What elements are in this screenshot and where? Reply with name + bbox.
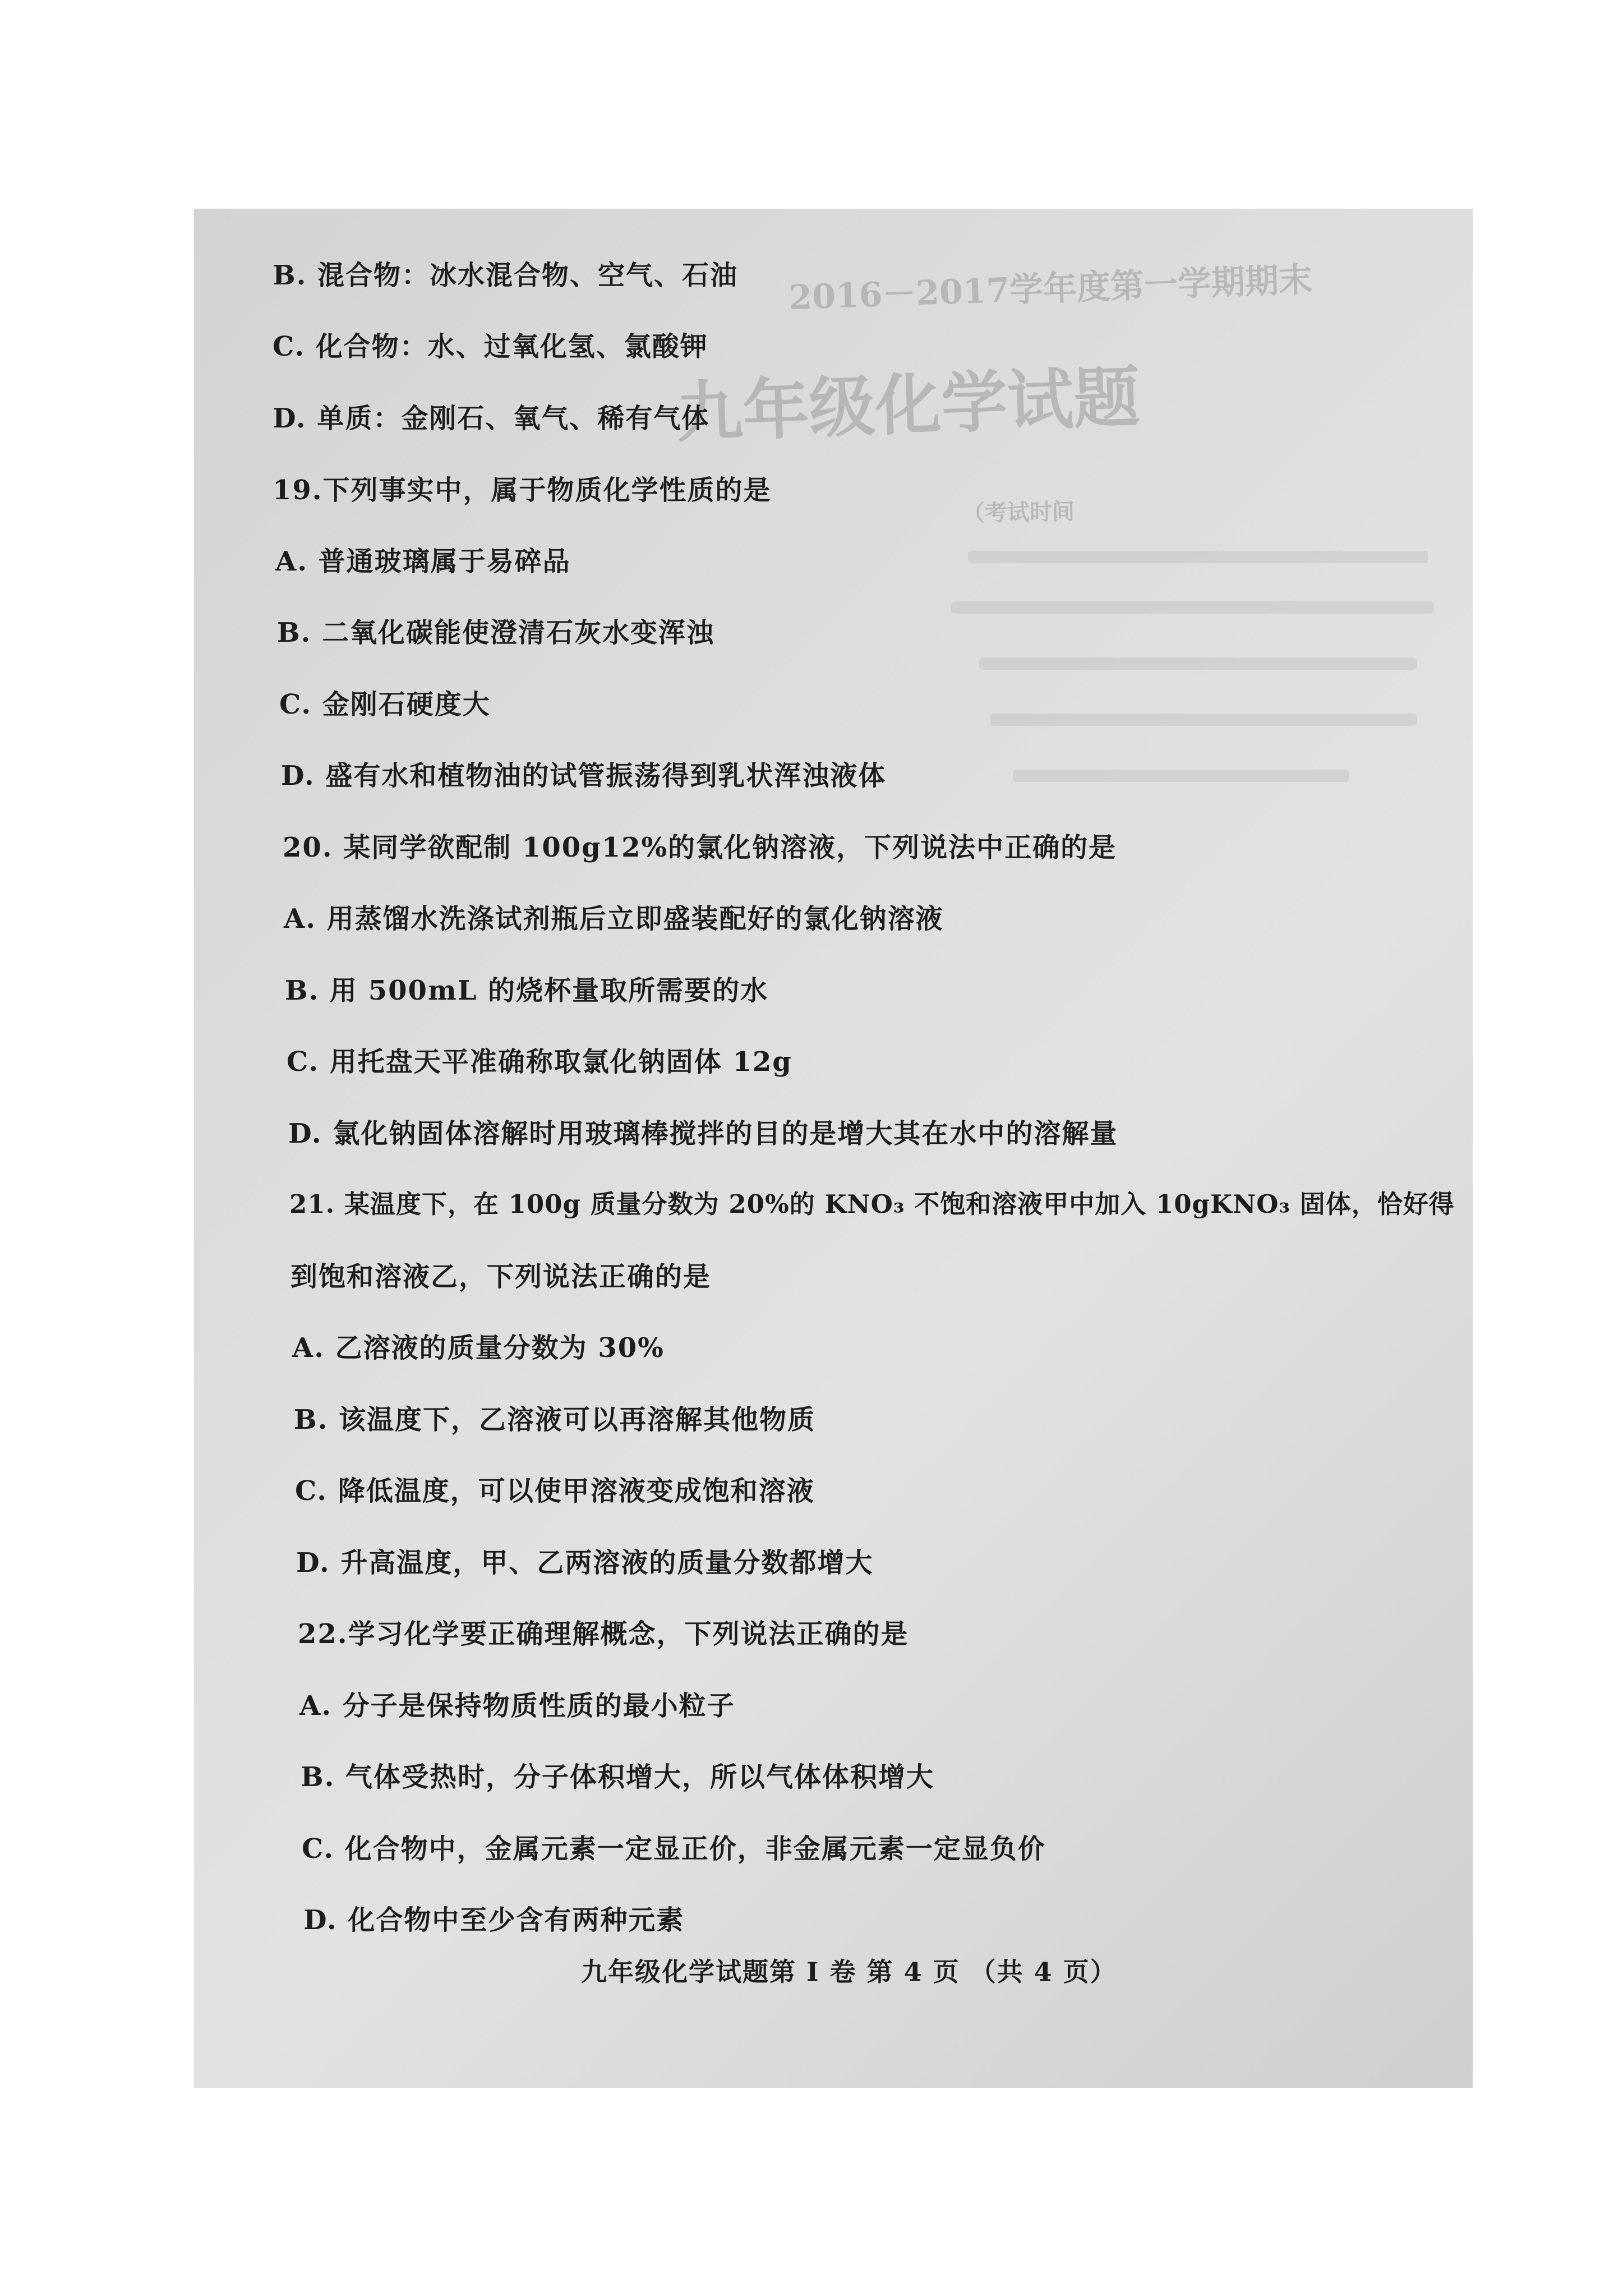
option-line: C. 降低温度，可以使甲溶液变成饱和溶液 [295, 1475, 815, 1507]
option-line: C. 用托盘天平准确称取氯化钠固体 12g [287, 1046, 792, 1078]
option-line: A. 分子是保持物质性质的最小粒子 [299, 1690, 735, 1722]
option-line: A. 乙溶液的质量分数为 30% [292, 1332, 665, 1364]
option-line: D. 单质：金刚石、氧气、稀有气体 [273, 403, 710, 434]
option-line: D. 化合物中至少含有两种元素 [303, 1904, 685, 1936]
option-line: D. 升高温度，甲、乙两溶液的质量分数都增大 [296, 1547, 874, 1579]
option-line: A. 普通玻璃属于易碎品 [275, 546, 571, 577]
exam-sheet [194, 209, 1473, 2088]
question-stem: 21. 某温度下，在 100g 质量分数为 20%的 KNO₃ 不饱和溶液甲中加入 10gKNO₃ 固体，恰好得 [289, 1189, 1455, 1219]
bleed-through-smudge [979, 657, 1417, 670]
option-line: B. 用 500mL 的烧杯量取所需要的水 [285, 975, 769, 1006]
question-stem-continued: 到饱和溶液乙，下列说法正确的是 [291, 1261, 712, 1292]
option-line: C. 金刚石硬度大 [279, 689, 491, 720]
option-line: B. 混合物：冰水混合物、空气、石油 [273, 260, 738, 291]
option-line: B. 二氧化碳能使澄清石灰水变浑浊 [277, 617, 714, 648]
option-line: A. 用蒸馏水洗涤试剂瓶后立即盛装配好的氯化钠溶液 [284, 903, 944, 935]
option-line: C. 化合物：水、过氧化氢、氯酸钾 [273, 331, 708, 362]
option-line: B. 气体受热时，分子体积增大，所以气体体积增大 [301, 1761, 934, 1793]
bleed-through-smudge [968, 551, 1428, 563]
question-stem: 22.学习化学要正确理解概念，下列说法正确的是 [298, 1618, 909, 1650]
bleed-through-title: 2016－2017学年度第一学期期末 [788, 260, 1313, 318]
bleed-through-smudge [951, 601, 1433, 614]
bleed-through-subtitle: 九年级化学试题 [675, 357, 1141, 452]
bleed-through-note: （考试时间 [962, 498, 1075, 527]
page-footer: 九年级化学试题第 I 卷 第 4 页 （共 4 页） [581, 1957, 1117, 1987]
option-line: B. 该温度下，乙溶液可以再溶解其他物质 [294, 1404, 815, 1435]
question-stem: 20. 某同学欲配制 100g12%的氯化钠溶液，下列说法中正确的是 [283, 832, 1117, 863]
option-line: D. 氯化钠固体溶解时用玻璃棒搅拌的目的是增大其在水中的溶解量 [288, 1118, 1118, 1149]
bleed-through-smudge [1013, 770, 1349, 782]
option-line: C. 化合物中，金属元素一定显正价，非金属元素一定显负价 [302, 1833, 1046, 1865]
question-stem: 19.下列事实中，属于物质化学性质的是 [273, 475, 772, 506]
option-line: D. 盛有水和植物油的试管振荡得到乳状浑浊液体 [281, 760, 887, 792]
bleed-through-smudge [990, 714, 1417, 726]
